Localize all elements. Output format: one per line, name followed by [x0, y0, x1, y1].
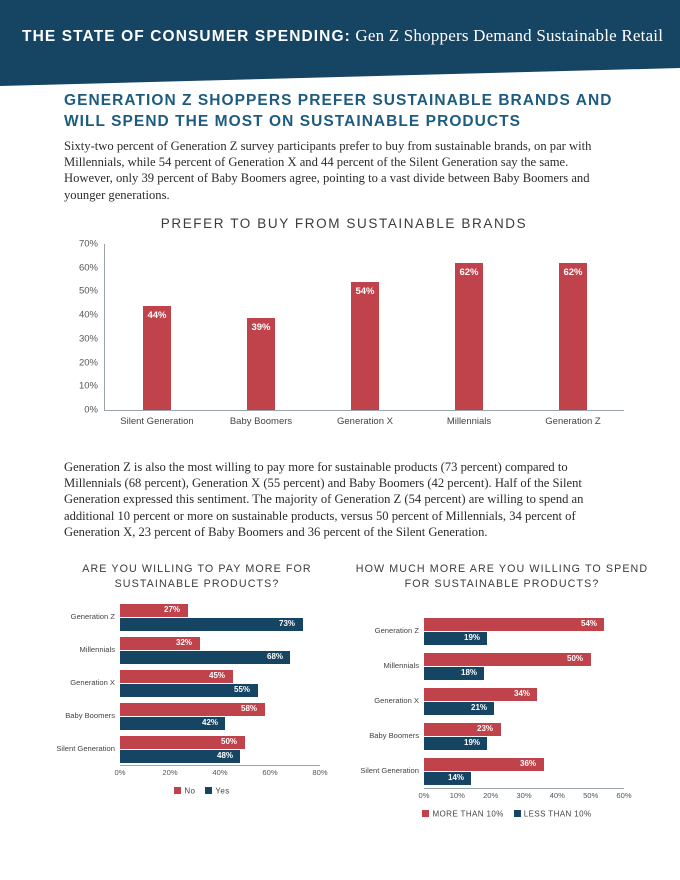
bar-yes-generation-z [120, 618, 303, 631]
bar-row [424, 737, 624, 750]
bar-group [313, 244, 417, 410]
chart-title-main: PREFER TO BUY FROM SUSTAINABLE BRANDS [160, 216, 528, 231]
x-axis-label: Baby Boomers [229, 416, 293, 427]
category-label: Generation X [374, 696, 419, 705]
bar-row [120, 651, 320, 664]
bar-value-label: 23% [477, 724, 494, 733]
group-generation-z [374, 618, 624, 645]
x-tick: 20% [162, 768, 178, 777]
legend-swatch-less-than-10 [514, 810, 521, 817]
bar-row [424, 688, 624, 701]
bar-row [424, 772, 624, 785]
bar-group [209, 244, 313, 410]
y-tick: 30% [78, 333, 98, 345]
bar-group [105, 244, 209, 410]
bar-row [424, 667, 624, 680]
y-tick: 50% [78, 285, 98, 297]
x-axis-label: Generation Z [545, 416, 601, 427]
main-plot-area [64, 238, 624, 434]
group-silent-generation [56, 736, 320, 763]
main-y-axis-labels [64, 238, 98, 416]
bar-more-than-10-millennials [424, 653, 591, 666]
y-tick: 0% [84, 404, 98, 416]
bar-row [424, 702, 624, 715]
group-baby-boomers [65, 703, 320, 730]
bar-more-than-10-generation-z [424, 618, 604, 631]
category-label: Generation Z [374, 626, 419, 635]
bar-value-label: 68% [267, 652, 284, 661]
bar-row [424, 758, 624, 771]
bar-value-label: 32% [176, 638, 193, 647]
x-tick: 30% [516, 791, 532, 800]
bar-value-label: 21% [471, 703, 488, 712]
category-label: Baby Boomers [65, 711, 115, 720]
y-tick: 10% [78, 380, 98, 392]
bar-row [424, 632, 624, 645]
bar-value-label: 45% [209, 671, 226, 680]
x-tick: 40% [212, 768, 228, 777]
page-title: GENERATION Z SHOPPERS PREFER SUSTAINABLE BRANDS AND WILL SPEND THE MOST ON SUSTAINABLE PRODUCTS [64, 92, 613, 130]
legend-label-no: No [184, 786, 196, 796]
bar-value-label: 34% [514, 689, 531, 698]
bar-row [120, 750, 320, 763]
bar-row [120, 618, 320, 631]
right-legend [352, 809, 652, 818]
category-label: Silent Generation [360, 766, 419, 775]
x-tick: 0% [114, 768, 126, 777]
bar-value-label: 73% [279, 619, 296, 628]
bar-value-label: 48% [217, 751, 234, 760]
y-tick: 70% [78, 238, 98, 250]
bar-value-label: 62% [459, 266, 479, 278]
bar-value-label: 55% [234, 685, 251, 694]
x-tick: 80% [312, 768, 328, 777]
chart-willing-to-pay-more [52, 562, 342, 795]
chart-title-right: HOW MUCH MORE ARE YOU WILLING TO SPEND FOR SUSTAINABLE PRODUCTS? [355, 563, 649, 590]
bar-generation-x [351, 282, 379, 410]
x-tick: 20% [483, 791, 499, 800]
chart-title-left: ARE YOU WILLING TO PAY MORE FOR SUSTAINABLE PRODUCTS? [82, 563, 312, 590]
legend-swatch-yes [205, 787, 212, 794]
bar-silent-generation [143, 306, 171, 410]
bar-value-label: 39% [251, 321, 271, 333]
chart-how-much-more-spend [352, 562, 652, 818]
bar-value-label: 58% [241, 704, 258, 713]
group-millennials [383, 653, 624, 680]
left-plot-area [56, 604, 328, 796]
chart-prefer-sustainable-brands [64, 216, 624, 434]
header-title-strong: THE STATE OF CONSUMER SPENDING: [22, 28, 351, 45]
legend-swatch-no [174, 787, 181, 794]
group-generation-x [374, 688, 624, 715]
bar-value-label: 62% [563, 266, 583, 278]
bar-row [120, 604, 320, 617]
header-title [22, 26, 663, 46]
left-x-axis [114, 765, 328, 780]
header-title-rest: Gen Z Shoppers Demand Sustainable Retail [350, 26, 664, 45]
bar-value-label: 54% [355, 285, 375, 297]
right-x-axis [418, 788, 632, 803]
group-baby-boomers [369, 723, 624, 750]
bar-value-label: 19% [464, 633, 481, 642]
bar-value-label: 14% [448, 773, 465, 782]
bar-row [120, 703, 320, 716]
bar-group [521, 244, 625, 410]
bar-value-label: 42% [202, 718, 219, 727]
bar-millennials [455, 263, 483, 410]
category-label: Generation Z [70, 612, 115, 621]
category-label: Silent Generation [56, 744, 115, 753]
category-label: Baby Boomers [369, 731, 419, 740]
bar-row [120, 684, 320, 697]
bar-row [120, 637, 320, 650]
x-tick: 50% [583, 791, 599, 800]
legend-swatch-more-than-10 [422, 810, 429, 817]
category-label: Millennials [383, 661, 419, 670]
bar-value-label: 44% [147, 309, 167, 321]
bar-generation-z [559, 263, 587, 410]
bar-row [120, 670, 320, 683]
page-header [0, 0, 680, 68]
header-wedge-decoration [0, 68, 680, 86]
left-legend [52, 786, 342, 795]
bar-value-label: 19% [464, 738, 481, 747]
second-paragraph: Generation Z is also the most willing to pay more for sustainable products (73 percent) compared to Millennials (68 percent), Generation X (55 percent) and Baby Boomers (42 percent). Half of the Silent Generation expressed this sentiment. The majority of Generation Z (54 percent) are willing to spend an additional 10 percent or more on sustainable products, versus 50 percent of Millennials, 34 percent of Generation X, 23 percent of Baby Boomers and 36 percent of the Silent Generation. [64, 460, 584, 539]
bar-row [424, 653, 624, 666]
bar-yes-millennials [120, 651, 290, 664]
right-plot-area [360, 618, 632, 819]
bar-baby-boomers [247, 318, 275, 411]
bar-row [424, 618, 624, 631]
group-millennials [79, 637, 320, 664]
category-label: Millennials [79, 645, 115, 654]
x-axis-label: Generation X [337, 416, 393, 427]
y-tick: 20% [78, 357, 98, 369]
intro-paragraph: Sixty-two percent of Generation Z survey participants prefer to buy from sustainable brands, on par with Millennials, while 54 percent of Generation X and 44 percent of the Silent Generation say the same. However, only 39 percent of Baby Boomers agree, pointing to a vast divide between Baby Boomers and younger generations. [64, 139, 592, 202]
legend-label-yes: Yes [215, 786, 230, 796]
bar-value-label: 36% [520, 759, 537, 768]
bar-row [424, 723, 624, 736]
main-axis-area [104, 244, 624, 427]
bar-row [120, 736, 320, 749]
x-tick: 60% [262, 768, 278, 777]
x-tick: 10% [449, 791, 465, 800]
legend-label-less-than-10: LESS THAN 10% [523, 809, 592, 819]
bar-value-label: 18% [461, 668, 478, 677]
group-silent-generation [360, 758, 624, 785]
bar-value-label: 54% [581, 619, 598, 628]
bar-row [120, 717, 320, 730]
x-axis-label: Millennials [446, 416, 492, 427]
group-generation-x [70, 670, 320, 697]
group-generation-z [70, 604, 320, 631]
x-tick: 40% [549, 791, 565, 800]
bar-value-label: 27% [164, 605, 181, 614]
x-axis-label: Silent Generation [120, 416, 194, 427]
x-tick: 60% [616, 791, 632, 800]
bar-value-label: 50% [567, 654, 584, 663]
x-tick: 0% [418, 791, 430, 800]
bar-value-label: 50% [221, 737, 238, 746]
bar-group [417, 244, 521, 410]
category-label: Generation X [70, 678, 115, 687]
y-tick: 60% [78, 262, 98, 274]
legend-label-more-than-10: MORE THAN 10% [432, 809, 504, 819]
y-tick: 40% [78, 309, 98, 321]
